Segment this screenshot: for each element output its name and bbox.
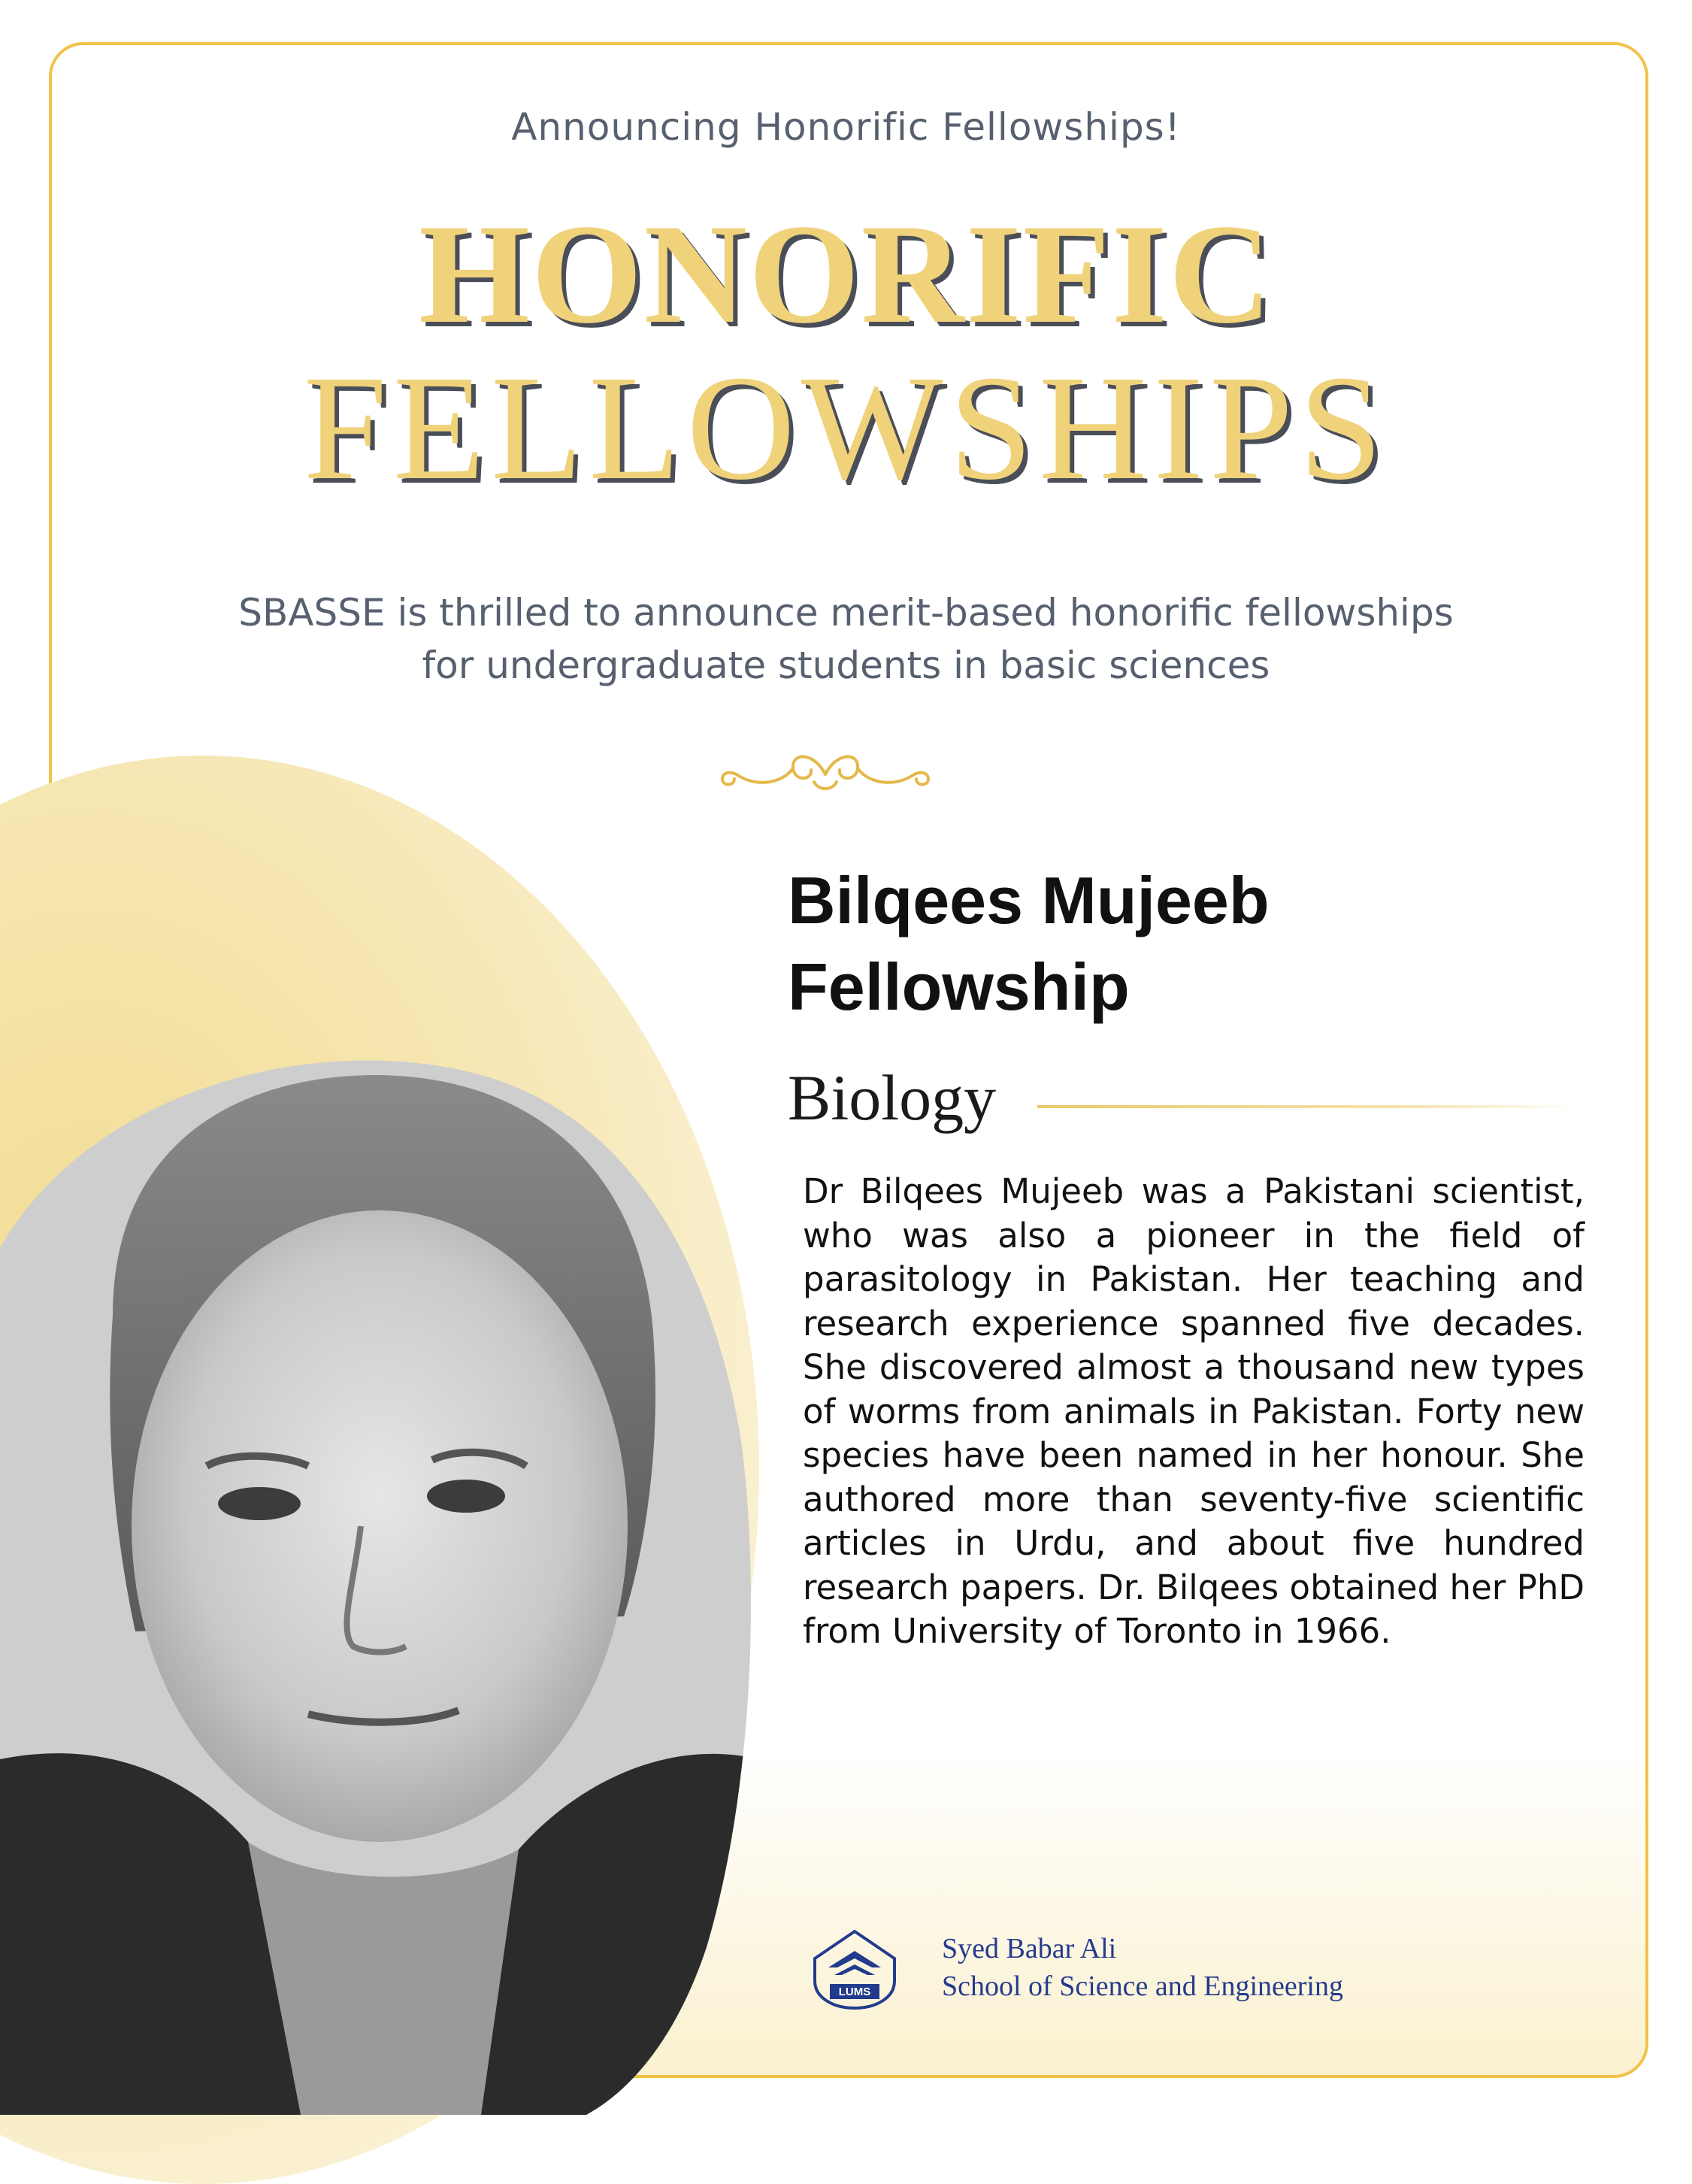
fellowship-name xyxy=(788,857,1539,1030)
lums-logo-icon xyxy=(812,1928,898,2011)
portrait-photo xyxy=(0,1045,759,2115)
title-fellowships: FELLOWSHIPS xyxy=(303,345,1389,511)
school-name-line-1: Syed Babar Ali xyxy=(942,1933,1117,1964)
svg-text:LUMS: LUMS xyxy=(838,1986,871,1998)
title-honorific: HONORIFIC xyxy=(419,195,1273,353)
school-name-line-2: School of Science and Engineering xyxy=(942,1970,1343,2002)
ornamental-flourish-icon xyxy=(709,744,942,804)
biography-text: Dr Bilqees Mujeeb was a Pakistani scientist, who was also a pioneer in the field of parasitology in Pakistan. Her teaching and research experience spanned five decades. She discovered almost a thousand new types of worms from animals in Pakistan. Forty new species have been named in her honour. She authored more than seventy-five scientific articles in Urdu, and about five hundred research papers. Dr. Bilqees obtained her PhD from University of Toronto in 1966. xyxy=(803,1171,1585,1651)
subject-divider xyxy=(1037,1105,1578,1108)
intro-line-2: for undergraduate students in basic sciences xyxy=(422,644,1270,687)
fellowship-name-line-2: Fellowship xyxy=(788,950,1130,1024)
intro-line-1: SBASSE is thrilled to announce merit-based honorific fellowships xyxy=(238,591,1454,635)
intro-text xyxy=(0,586,1692,692)
fellowship-name-line-1: Bilqees Mujeeb xyxy=(788,863,1270,938)
subject-label: Biology xyxy=(788,1062,997,1134)
announcement-kicker: Announcing Honorific Fellowships! xyxy=(511,105,1181,149)
